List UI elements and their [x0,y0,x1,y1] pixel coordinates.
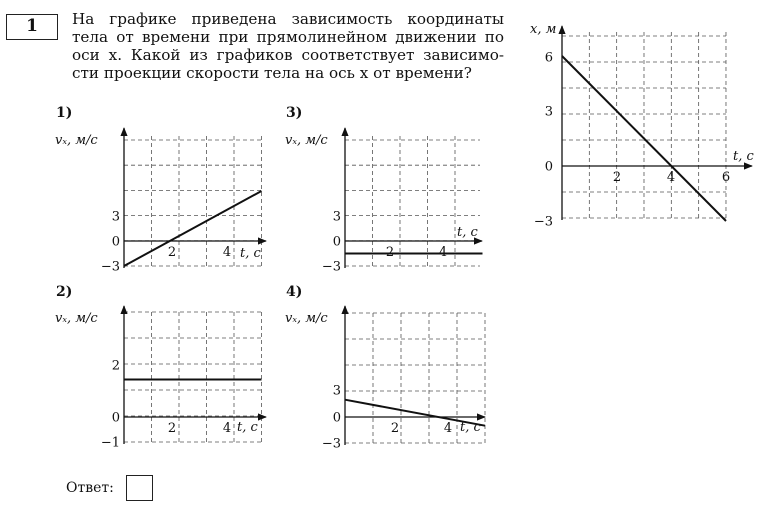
y-tick-label: 0 [111,234,120,250]
question-line: сти проекции скорости тела на ось x от времени? [72,64,472,82]
x-tick-label: 2 [390,421,400,436]
option-label: 3) [286,105,303,121]
y-tick-label: 2 [111,358,120,374]
y-tick-label: 6 [544,50,553,66]
question-line: На графике приведена зависимость координаты [72,10,504,28]
x-axis-label: t, с [460,420,481,435]
x-axis-label: t, с [237,420,258,435]
option-label: 2) [56,284,73,300]
question-line: тела от времени при прямолинейном движении по [72,28,504,46]
x-axis-label: t, с [240,246,261,261]
y-axis-label: vₓ, м/с [285,311,328,326]
x-tick-label: 6 [721,170,731,185]
y-tick-label: −3 [321,259,341,275]
x-tick-label: 4 [443,421,453,436]
x-tick-label: 4 [222,421,232,436]
y-tick-label: −3 [321,436,341,452]
x-tick-label: 2 [167,421,177,436]
y-axis-label: vₓ, м/с [285,133,328,148]
question-number: 1 [6,14,58,40]
chart-opt1 [55,105,266,275]
chart-main [530,22,754,230]
y-tick-label: 3 [544,104,553,120]
x-tick-label: 2 [612,170,622,185]
answer-input-box[interactable] [126,475,153,501]
x-axis-label: t, с [733,149,754,164]
y-tick-label: 0 [544,159,553,175]
chart-opt3 [285,105,483,275]
option-label: 4) [286,284,303,300]
y-tick-label: 3 [332,383,341,399]
x-axis-label: t, с [457,225,478,240]
x-tick-label: 4 [438,245,448,260]
y-tick-label: 3 [111,209,120,225]
y-tick-label: 0 [332,234,341,250]
x-tick-label: 4 [666,170,676,185]
y-axis-label: vₓ, м/с [55,133,98,148]
y-tick-label: 0 [111,410,120,426]
question-line: оси x. Какой из графиков соответствует зависимо- [72,46,504,64]
y-axis-label: vₓ, м/с [55,311,98,326]
option-label: 1) [56,105,73,121]
y-tick-label: −3 [100,259,120,275]
y-tick-label: −3 [533,214,553,230]
y-tick-label: −1 [100,435,120,451]
y-axis-label: x, м [530,22,557,37]
x-tick-label: 4 [222,245,232,260]
x-tick-label: 2 [385,245,395,260]
y-tick-label: 3 [332,209,341,225]
x-tick-label: 2 [167,245,177,260]
y-tick-label: 0 [332,410,341,426]
chart-opt4 [285,284,485,452]
answer-label: Ответ: [66,480,114,496]
chart-opt2 [55,284,266,451]
